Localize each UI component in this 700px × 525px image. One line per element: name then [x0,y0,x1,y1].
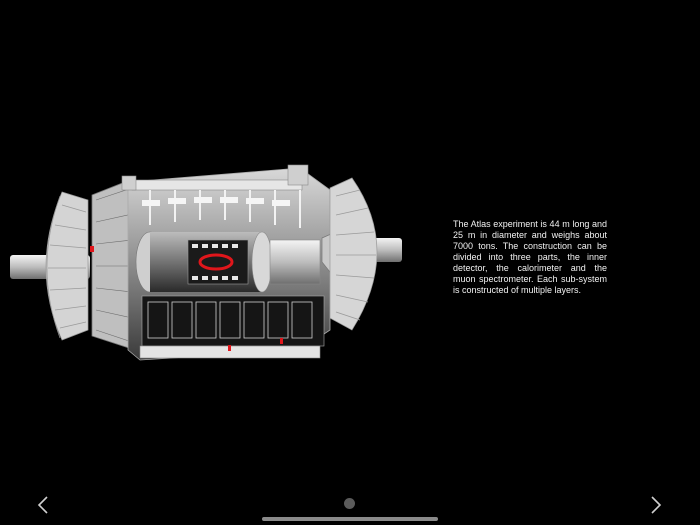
page-indicator-dot[interactable] [344,498,355,509]
description-text: The Atlas experiment is 44 m long and 25 m in diameter and weighs about 7000 tons. The construction can be divided into three parts, the inner detector, the calorimeter and the muon spectrometer. Each sub-system is constructed of multiple layers. [453,219,607,295]
chevron-right-icon [643,493,667,517]
atlas-detector-image [0,0,430,400]
home-indicator[interactable] [262,517,438,521]
previous-page-button[interactable] [32,493,56,517]
next-page-button[interactable] [643,493,667,517]
chevron-left-icon [32,493,56,517]
